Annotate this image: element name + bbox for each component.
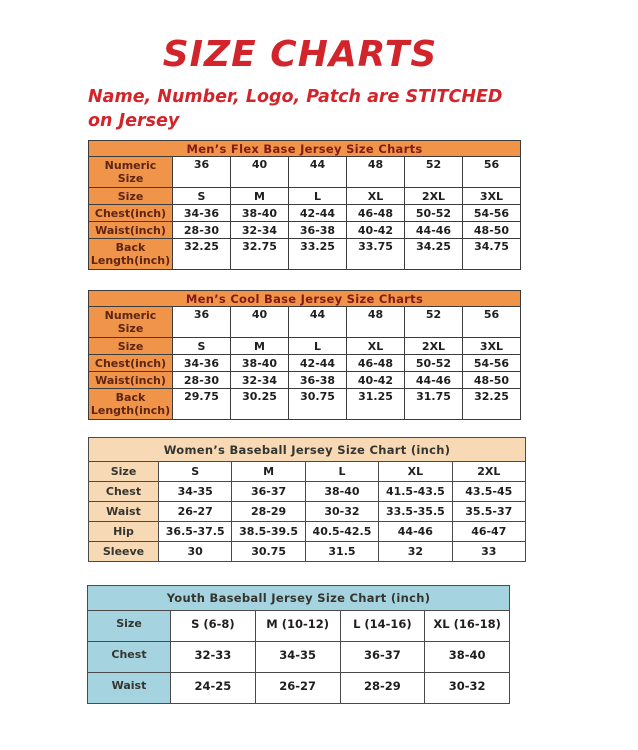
size-value-cell: 42-44 [289,205,347,222]
table-title: Women’s Baseball Jersey Size Chart (inch) [89,438,526,462]
table-title: Men’s Cool Base Jersey Size Charts [89,291,521,307]
size-value-cell: 46-48 [347,205,405,222]
size-value-cell: 32.75 [231,239,289,270]
size-value-cell: 48 [347,307,405,338]
size-value-cell: 30-32 [305,502,378,522]
size-value-cell: 36-37 [232,482,305,502]
size-value-cell: 40.5-42.5 [305,522,378,542]
size-value-cell: 34.25 [405,239,463,270]
page-title: SIZE CHARTS [162,34,438,75]
size-value-cell: 31.75 [405,389,463,420]
size-value-cell: 30.25 [231,389,289,420]
size-value-cell: 30.75 [289,389,347,420]
size-value-cell: 52 [405,157,463,188]
size-value-cell: 32-33 [171,642,256,673]
size-value-cell: 44-46 [379,522,452,542]
row-label: Size [89,188,173,205]
size-value-cell: 3XL [463,188,521,205]
size-value-cell: 40-42 [347,222,405,239]
size-value-cell: S (6-8) [171,611,256,642]
size-value-cell: 38-40 [231,355,289,372]
table-youth-baseball [87,585,510,704]
size-value-cell: M [231,188,289,205]
size-value-cell: S [159,462,232,482]
size-value-cell: 34-35 [255,642,340,673]
size-value-cell: 32-34 [231,372,289,389]
size-value-cell: 36-38 [289,222,347,239]
row-label: Numeric Size [89,157,173,188]
size-chart-grid [88,140,521,270]
table-womens-baseball [88,437,526,562]
size-value-cell: 33.25 [289,239,347,270]
row-label: Chest(inch) [89,355,173,372]
table-mens-flex-base [88,140,521,270]
size-value-cell: 38-40 [305,482,378,502]
size-value-cell: M [232,462,305,482]
size-value-cell: XL [347,338,405,355]
size-value-cell: 28-30 [173,222,231,239]
size-value-cell: 43.5-45 [452,482,525,502]
size-value-cell: 30 [159,542,232,562]
size-value-cell: 44 [289,157,347,188]
size-value-cell: 38-40 [425,642,510,673]
size-value-cell: 44-46 [405,222,463,239]
size-value-cell: XL (16-18) [425,611,510,642]
row-label: Waist [89,502,159,522]
size-value-cell: L (14-16) [340,611,425,642]
row-label: Size [89,338,173,355]
row-label: Waist(inch) [89,222,173,239]
size-value-cell: 32-34 [231,222,289,239]
size-value-cell: 36-38 [289,372,347,389]
size-chart-grid [87,585,510,704]
size-value-cell: 50-52 [405,205,463,222]
size-value-cell: 36 [173,307,231,338]
size-value-cell: L [305,462,378,482]
size-value-cell: 48 [347,157,405,188]
size-chart-grid [88,290,521,420]
size-value-cell: XL [347,188,405,205]
size-value-cell: 41.5-43.5 [379,482,452,502]
row-label: Waist [88,673,171,704]
size-value-cell: 33.75 [347,239,405,270]
table-title: Men’s Flex Base Jersey Size Charts [89,141,521,157]
size-value-cell: 54-56 [463,205,521,222]
size-value-cell: 2XL [405,188,463,205]
size-value-cell: 3XL [463,338,521,355]
size-value-cell: 32.25 [173,239,231,270]
size-value-cell: 40 [231,307,289,338]
size-value-cell: M (10-12) [255,611,340,642]
row-label: Chest [89,482,159,502]
size-value-cell: 36.5-37.5 [159,522,232,542]
size-value-cell: 40 [231,157,289,188]
size-value-cell: 56 [463,157,521,188]
size-value-cell: 30-32 [425,673,510,704]
size-value-cell: 44-46 [405,372,463,389]
size-value-cell: 46-48 [347,355,405,372]
size-value-cell: 46-47 [452,522,525,542]
row-label: Sleeve [89,542,159,562]
row-label: Size [89,462,159,482]
row-label: Chest [88,642,171,673]
row-label: Size [88,611,171,642]
size-value-cell: 44 [289,307,347,338]
size-value-cell: 2XL [452,462,525,482]
size-value-cell: 52 [405,307,463,338]
size-value-cell: 26-27 [255,673,340,704]
size-value-cell: 26-27 [159,502,232,522]
size-value-cell: 38-40 [231,205,289,222]
size-value-cell: XL [379,462,452,482]
size-value-cell: 34-36 [173,355,231,372]
size-value-cell: 30.75 [232,542,305,562]
size-value-cell: 2XL [405,338,463,355]
row-label: Waist(inch) [89,372,173,389]
row-label: Chest(inch) [89,205,173,222]
size-value-cell: 31.25 [347,389,405,420]
size-value-cell: 32 [379,542,452,562]
size-value-cell: 28-29 [340,673,425,704]
size-chart-grid [88,437,526,562]
size-value-cell: 33 [452,542,525,562]
size-value-cell: 34.75 [463,239,521,270]
size-value-cell: 34-35 [159,482,232,502]
row-label: Hip [89,522,159,542]
size-value-cell: 42-44 [289,355,347,372]
size-value-cell: 32.25 [463,389,521,420]
size-value-cell: 33.5-35.5 [379,502,452,522]
size-value-cell: S [173,338,231,355]
row-label: Back Length(inch) [89,239,173,270]
size-value-cell: 50-52 [405,355,463,372]
size-value-cell: L [289,188,347,205]
size-value-cell: 28-30 [173,372,231,389]
size-value-cell: 31.5 [305,542,378,562]
size-value-cell: 36-37 [340,642,425,673]
row-label: Numeric Size [89,307,173,338]
size-value-cell: 36 [173,157,231,188]
table-title: Youth Baseball Jersey Size Chart (inch) [88,586,510,611]
size-value-cell: 24-25 [171,673,256,704]
size-value-cell: 38.5-39.5 [232,522,305,542]
size-value-cell: 28-29 [232,502,305,522]
row-label: Back Length(inch) [89,389,173,420]
size-value-cell: 29.75 [173,389,231,420]
size-value-cell: 54-56 [463,355,521,372]
size-value-cell: 40-42 [347,372,405,389]
size-value-cell: 56 [463,307,521,338]
size-value-cell: 48-50 [463,222,521,239]
size-value-cell: M [231,338,289,355]
size-value-cell: 35.5-37 [452,502,525,522]
stitched-note: Name, Number, Logo, Patch are STITCHED on Jersey [88,87,503,131]
size-value-cell: 34-36 [173,205,231,222]
size-value-cell: S [173,188,231,205]
table-mens-cool-base [88,290,521,420]
size-value-cell: L [289,338,347,355]
size-value-cell: 48-50 [463,372,521,389]
